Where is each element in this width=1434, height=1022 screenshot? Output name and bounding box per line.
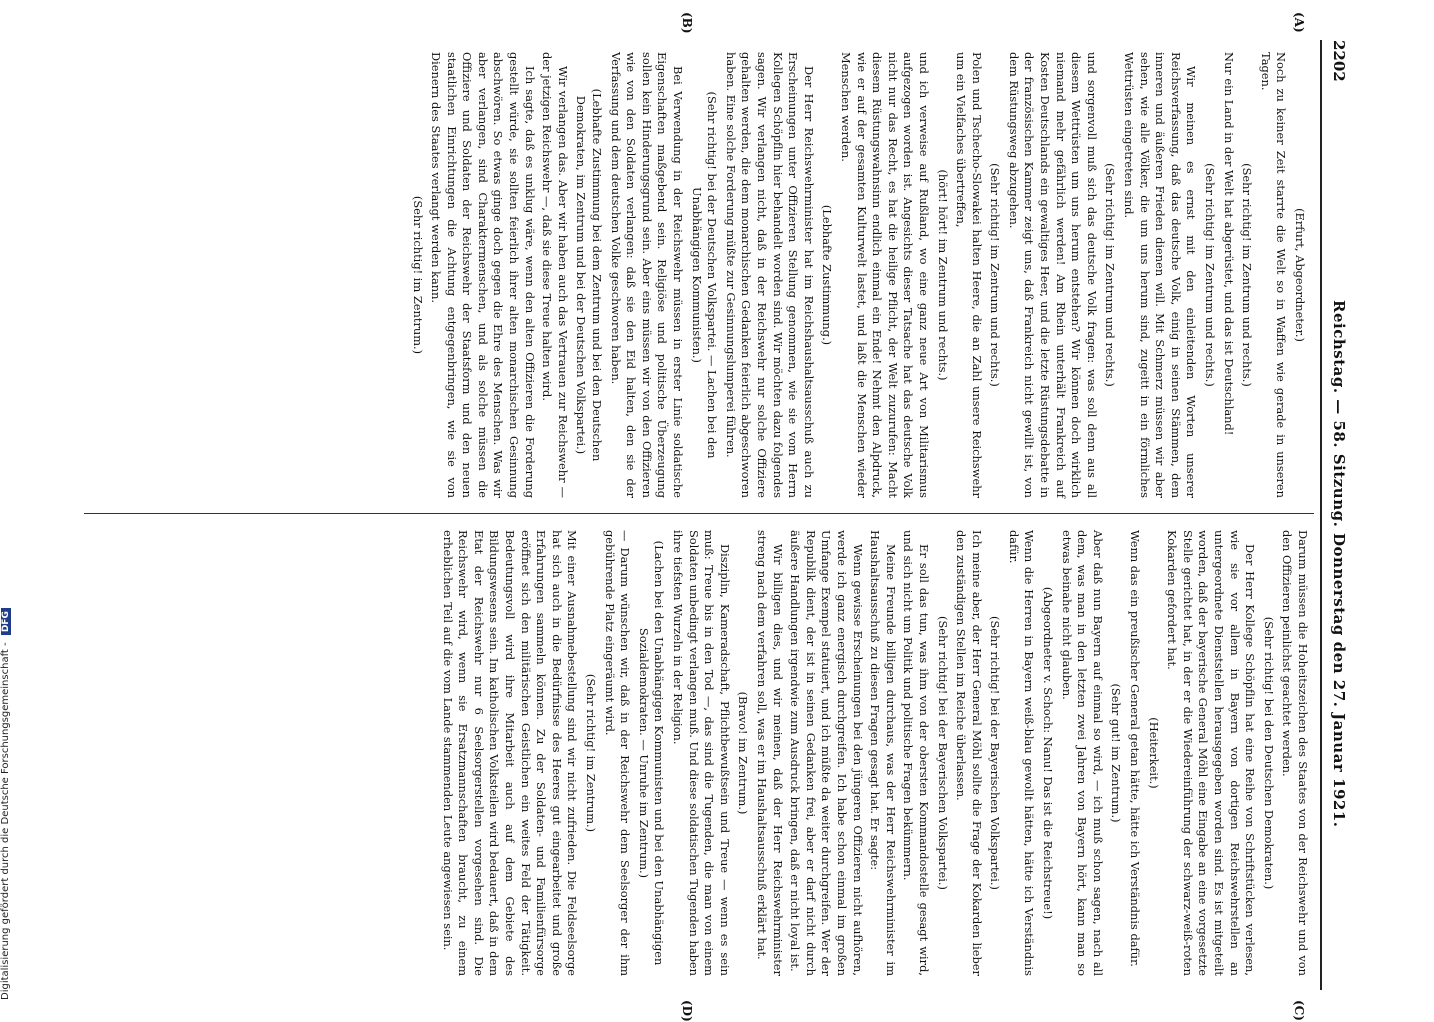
interjection: (Sehr richtig! bei der Bayerischen Volkspartei.) xyxy=(935,616,950,890)
paragraph: Mit einer Ausnahmebestellung sind wir nicht zufrieden. Die Feldseelsorge hat sich auch in die Bedürfnisse des Heeres gut eingearbeitet und große Erfahrungen sammeln können. Zu der Soldaten- und Familienfürsorge eröffnet sich den militärischen Geistlichen ein weites Feld der Tätigkeit. Bedeutungsvoll wird ihre Mitarbeit auch auf dem Gebiete des Bildungswesens sein. Im katholischen Volksteilen wird bedauert, daß in dem Etat der Reichswehr nur 6 Seelsorgerstellen vorgesehen sind. Die Reichswehr wird, wenn sie Ersatzmannschaften braucht, zu einem erheblichen Teil auf die vom Lande stammenden Leute angewiesen sein. xyxy=(440,530,580,976)
interjection: (Bravo! im Zentrum.) xyxy=(736,691,751,815)
paragraph: Darum müssen die Hoheitszeichen des Staates von der Reichswehr und von den Offizieren peinlichst geachtet werden. xyxy=(1280,530,1310,976)
digitization-footer xyxy=(0,20,14,1000)
paragraph: Wir billigen dies, und wir meinen, daß der Herr Reichswehrminister streng nach dem verfahren soll, was er im Haushaltsausschuß erklärt hat. xyxy=(755,530,785,976)
paragraph: und ich verweise auf Rußland, wo eine ganz neue Art von Militarismus aufgezogen worden ist. Angesichts dieser Tatsache hat das deutsche Volk nicht nur das Recht, es hat die heilige Pflicht, der Welt zuzurufen: Macht diesem Rüstungswahnsinn endlich einmal ein Ende! Nehmt den Alpdruck, wie er auf der gesamten Kulturwelt lastet, und laßt die Menschen wieder Menschen werden. xyxy=(838,52,931,498)
interjection: (Sehr richtig! im Zentrum und rechts.) xyxy=(1203,163,1218,387)
interjection: (Sehr richtig! im Zentrum und rechts.) xyxy=(1103,163,1118,387)
interjection: (Lebhafte Zustimmung bei dem Zentrum und bei den Deutschen Demokraten, im Zentrum und bei der Deutschen Volkspartei.) xyxy=(574,88,605,462)
left-column xyxy=(406,52,1310,498)
paragraph: Noch zu keiner Zeit starrte die Welt so in Waffen wie gerade in unseren Tagen. xyxy=(1258,52,1289,498)
paragraph: Nur ein Land in der Welt hat abgerüstet, und das ist Deutschland! xyxy=(1221,52,1236,436)
margin-marker-a: (A) xyxy=(1292,12,1306,33)
interjection: (Sehr richtig! im Zentrum.) xyxy=(584,673,599,833)
paragraph: Aber daß nun Bayern auf einmal so wird, — ich muß schon sagen, nach all dem, was man in den letzten zwei Jahren von Bayern hört, kann man so etwas beinahe nicht glauben. xyxy=(1059,530,1105,976)
paragraph: Ich meine aber, der Herr General Möhl sollte die Frage der Kokarden lieber den zuständigen Stellen im Reiche überlassen. xyxy=(954,530,984,976)
interjection: (Erfurt, Abgeordneter.) xyxy=(1293,208,1307,342)
paragraph: Wenn gewisse Erscheinungen bei den jüngeren Offizieren nicht aufhören, werde ich ganz energisch durchgreifen. Ich habe schon einmal im großen Umfange Exempel statuiert, und ich müßte da weiter durchgreifen. Wer der Republik dient, der ist in seinen Gedanken frei, aber er darf nicht durch äußere Handlungen irgendwie zum Ausdruck bringen, daß er nicht loyal ist. xyxy=(788,530,865,976)
interjection: (Sehr richtig! im Zentrum und rechts.) xyxy=(1240,163,1255,387)
interjection: (Sehr richtig! im Zentrum.) xyxy=(410,195,425,355)
interjection: (Sehr richtig! bei der Bayerischen Volkspartei.) xyxy=(988,616,1003,890)
paragraph: und sorgenvoll muß sich das deutsche Volk fragen: was soll denn aus all diesem Wettrüsten um uns herum entstehen? Wir können doch wirklich niemand mehr gefährlich werden! Am Rhein unterhält Frankreich auf Kosten Deutschlands ein gewaltiges Heer, und die letzte Rüstungsdebatte in der französischen Kammer zeigt uns, daß Frankreich nicht gewillt ist, von dem Rüstungsweg abzugehen. xyxy=(1006,52,1099,498)
interjection: (Lebhafte Zustimmung.) xyxy=(820,204,835,346)
paragraph: Polen und Tschecho-Slowakei halten Heere, die an Zahl unsere Reichswehr um ein Vielfaches übertreffen, xyxy=(954,52,984,498)
paragraph: Er soll das tun, was ihm von der obersten Kommandostelle gesagt wird, und sich nicht um Politik und politische Fragen bekümmern. xyxy=(901,530,931,976)
paragraph: Bei Verwendung in der Reichswehr müssen in erster Linie soldatische Eigenschaften maßgebend sein. Religiöse und politische Überzeugung sollen kein Hinderungsgrund sein. Aber eins müssen wir von den Offizieren wie von den Soldaten verlangen: daß sie den Eid halten, den sie der Verfassung und dem deutschen Volke geschworen haben. xyxy=(608,52,686,498)
interjection: (Heiterkeit.) xyxy=(1146,717,1161,789)
paragraph: Meine Freunde billigen durchaus, was der Herr Reichswehrminister im Haushaltsausschuß zu diesen Fragen gesagt hat. Er sagte: xyxy=(868,530,898,976)
paragraph: Disziplin, Kameradschaft, Pflichtbewußtsein und Treue — wenn es sein muß: Treue bis in den Tod —, das sind die Tugenden, die man von einem Soldaten unbedingt verlangen muß. Und diese soldatischen Tugenden haben ihre tiefsten Wurzeln in der Religion. xyxy=(671,530,732,976)
interjection: (Sehr richtig! bei der Deutschen Volkspartei. — Lachen bei den Unabhängigen Kommunisten.) xyxy=(689,91,720,459)
column-divider xyxy=(84,513,1314,514)
paragraph: Ich sagte, daß es unklug wäre, wenn den alten Offizieren die Forderung gestellt würde, sie sollten feierlich ihrer alten monarchischen Gesinnung abschwören. So etwas ginge doch gegen die Ehre des Menschen. Was wir aber verlangen, sind Charaktermenschen, und als solche müssen die Offiziere und Soldaten der Reichswehr der Staatsform und den neuen staatlichen Einrichtungen die Achtung entgegenbringen, wie sie von Dienern des Staates verlangt werden kann. xyxy=(429,52,537,498)
header-rule xyxy=(1320,40,1322,990)
interjection: (Sehr richtig! im Zentrum und rechts.) xyxy=(988,163,1003,387)
page-number: 2202 xyxy=(1330,40,1348,82)
paragraph: Der Herr Kollege Schöpflin hat eine Reihe von Schriftstücken verlesen, wie sie vor allem in Bayern von dortigen Reichswehrstellen an untergeordnete Dienststellen herausgegeben worden sind. Es ist mitgeteilt worden, daß der bayerische General Möhl eine Eingabe an eine vorgesetzte Stelle gerichtet hat, in der er die Wiedereinführung der schwarz-weiß-roten Kokarden gefordert hat. xyxy=(1165,530,1258,976)
margin-marker-d: (D) xyxy=(680,1000,694,1022)
margin-marker-b: (B) xyxy=(680,12,694,34)
footer-text: Digitalisierung gefördert durch die Deutsche Forschungsgemeinschaft - xyxy=(0,642,11,1000)
margin-marker-c: (C) xyxy=(1292,1000,1306,1021)
paragraph: Wenn das ein preußischer General getan hätte, hätte ich Verständnis dafür. xyxy=(1128,530,1143,967)
paragraph: Wir verlangen das. Aber wir haben auch das Vertrauen zur Reichswehr — der jetzigen Reichswehr —, daß sie diese Treue halten wird. xyxy=(540,52,570,498)
page-header xyxy=(1320,40,1354,990)
page-title: Reichstag. — 58. Sitzung. Donnerstag den 27. Januar 1921. xyxy=(1330,300,1348,828)
right-column xyxy=(437,530,1310,976)
dfg-logo: DFG xyxy=(1,608,11,635)
interjection: (Abgeordneter v. Schoch: Nanu! Das ist die Reichstreue!) xyxy=(1041,586,1056,920)
interjection: (Lachen bei den Unabhängigen Kommunisten und bei den Unabhängigen Sozialdemokraten. — Unruhe im Zentrum.) xyxy=(636,540,667,966)
interjection: (Sehr richtig! bei den Deutschen Demokraten.) xyxy=(1261,616,1276,890)
paragraph: Der Herr Reichswehrminister hat im Reichshaushaltsausschuß auch zu Erscheinungen unter Offizieren Stellung genommen, wie sie vom Herrn Kollegen Schöpflin hier behandelt worden sind. Wir möchten dazu folgendes sagen. Wir verlangen nicht, daß in der Reichswehr nur solche Offiziere gehalten werden, die dem monarchischen Gedanken feierlich abgeschworen haben. Eine solche Forderung müßte zur Gesinnungslumperei führen. xyxy=(723,52,816,498)
paragraph: Wenn die Herren in Bayern weiß-blau gewollt hätten, hätte ich Verständnis dafür. xyxy=(1006,530,1037,976)
interjection: (hört! hört! im Zentrum und rechts.) xyxy=(935,169,950,381)
paragraph: Wir meinen es ernst mit den einleitenden Worten unserer Reichsverfassung, daß das deutsche Volk, einig in seinen Stämmen, dem inneren und äußeren Frieden dienen will. Mit Schmerz müssen wir aber sehen, wie alle Völker, die um uns herum sind, zugeitt in ein förmliches Wettrüsten eingetreten sind. xyxy=(1122,52,1199,498)
interjection: (Sehr gut! im Zentrum.) xyxy=(1109,683,1124,823)
paragraph: — Darum wünschen wir, daß in der Reichswehr dem Seelsorger der ihm gebührende Platz eingeräumt wird. xyxy=(602,530,633,976)
